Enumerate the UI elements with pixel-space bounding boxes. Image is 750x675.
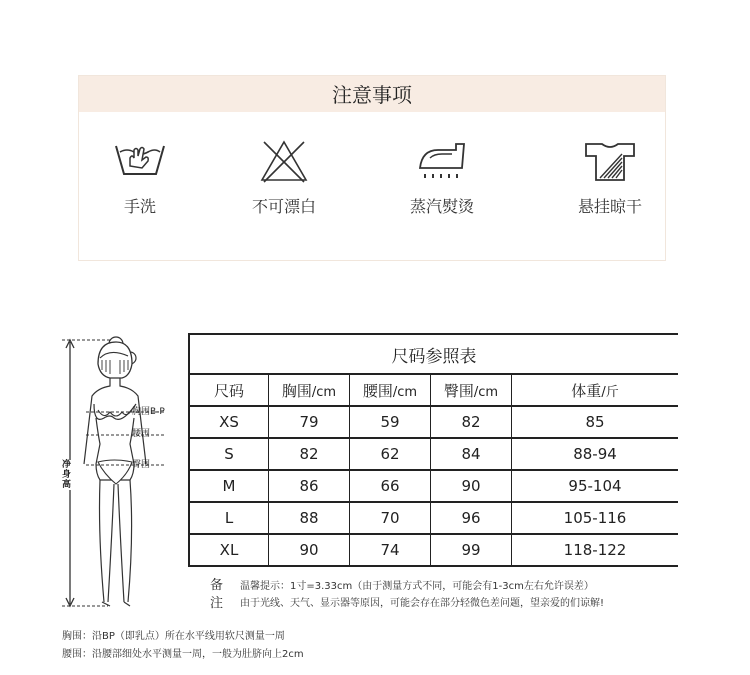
cell-waist: 66: [350, 470, 431, 502]
cell-size: L: [189, 502, 269, 534]
header-hip: 臀围/cm: [431, 374, 512, 406]
table-row: [189, 470, 678, 502]
header-waist: 腰围/cm: [350, 374, 431, 406]
care-label-no-bleach: 不可漂白: [251, 197, 316, 216]
cell-bust: 79: [269, 406, 350, 438]
cell-weight: 85: [512, 406, 679, 438]
steam-iron-icon: [412, 138, 472, 184]
cell-bust: 90: [269, 534, 350, 566]
cell-size: S: [189, 438, 269, 470]
cell-waist: 59: [350, 406, 431, 438]
cell-hip: 99: [431, 534, 512, 566]
care-title: 注意事项: [79, 76, 665, 112]
cell-hip: 84: [431, 438, 512, 470]
care-label-hang-dry: 悬挂晾干: [577, 197, 642, 216]
care-item-no-bleach: [219, 138, 349, 217]
header-size: 尺码: [189, 374, 269, 406]
care-label-steam-iron: 蒸汽熨烫: [409, 197, 474, 216]
hand-wash-icon: [110, 138, 170, 180]
cell-weight: 88-94: [512, 438, 679, 470]
care-item-hang-dry: [545, 138, 675, 217]
remarks-text: [240, 578, 604, 612]
remark-line: 温馨提示：1寸=3.33cm（由于测量方式不同，可能会有1-3cm左右允许误差）: [240, 581, 594, 592]
remark-line: 由于光线、天气、显示器等原因，可能会存在部分轻微色差问题，望亲爱的们谅解!: [240, 598, 605, 609]
care-instructions: [78, 75, 666, 261]
footnote-bust: 胸围：沿BP（即乳点）所在水平线用软尺测量一周: [62, 631, 285, 642]
header-weight: 体重/斤: [512, 374, 679, 406]
care-label-hand-wash: 手洗: [123, 197, 156, 216]
cell-hip: 96: [431, 502, 512, 534]
cell-bust: 82: [269, 438, 350, 470]
cell-bust: 88: [269, 502, 350, 534]
no-bleach-icon: [254, 138, 314, 184]
table-row: [189, 502, 678, 534]
height-label: 净身高: [62, 460, 72, 490]
remarks-label: 备 注: [210, 578, 224, 611]
header-bust: 胸围/cm: [269, 374, 350, 406]
cell-hip: 82: [431, 406, 512, 438]
cell-size: XL: [189, 534, 269, 566]
care-item-hand-wash: [75, 138, 205, 217]
cell-bust: 86: [269, 470, 350, 502]
cell-hip: 90: [431, 470, 512, 502]
cell-size: M: [189, 470, 269, 502]
table-row: [189, 438, 678, 470]
cell-weight: 95-104: [512, 470, 679, 502]
waist-label: 腰围: [132, 429, 151, 439]
size-chart-title: 尺码参照表: [189, 334, 678, 374]
size-chart-header-row: [189, 374, 678, 406]
body-outline-illustration: [58, 334, 188, 612]
cell-waist: 74: [350, 534, 431, 566]
care-item-steam-iron: [377, 138, 507, 217]
measurement-notes: [62, 628, 304, 664]
hang-dry-icon: [580, 138, 640, 184]
cell-waist: 62: [350, 438, 431, 470]
table-row: [189, 406, 678, 438]
body-measure-figure: [58, 334, 188, 612]
cell-waist: 70: [350, 502, 431, 534]
cell-weight: 105-116: [512, 502, 679, 534]
hip-label: 臀围: [132, 460, 151, 470]
cell-weight: 118-122: [512, 534, 679, 566]
size-chart-table: [188, 333, 678, 567]
cell-size: XS: [189, 406, 269, 438]
footnote-waist: 腰围：沿腰部细处水平测量一周，一般为肚脐向上2cm: [62, 649, 304, 660]
bust-label: 胸围B-P: [132, 407, 165, 417]
table-row: [189, 534, 678, 566]
